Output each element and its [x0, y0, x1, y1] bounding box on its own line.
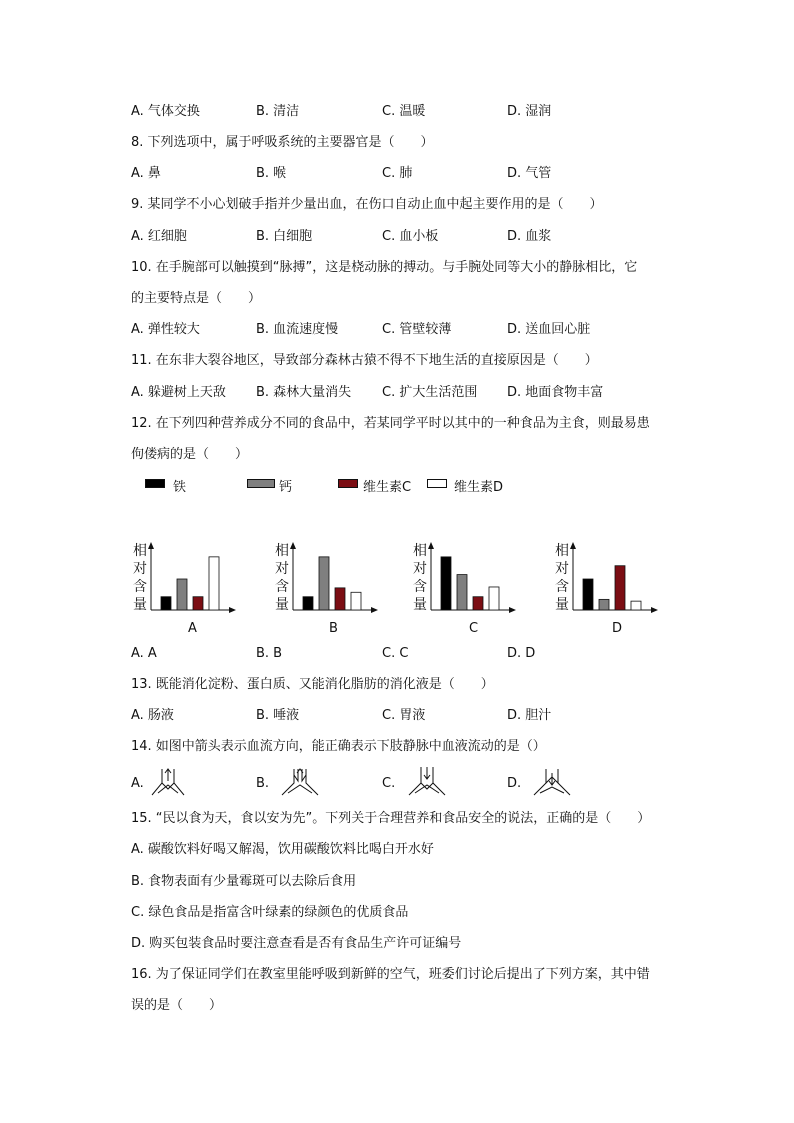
option-a: A. 肠液 [131, 708, 174, 723]
bar-chart-d [555, 540, 675, 640]
q13-stem: 13. 既能消化淀粉、蛋白质、又能消化脂肪的消化液是（ ） [131, 677, 494, 692]
option-a: A. 红细胞 [131, 229, 187, 244]
q14-stem: 14. 如图中箭头表示血流方向，能正确表示下肢静脉中血液流动的是（） [131, 739, 546, 754]
legend-label-vitamin-c: 维生素C [363, 480, 412, 495]
option-b: B. 血流速度慢 [256, 322, 339, 337]
q16-stem-line2: 误的是（ ） [131, 998, 223, 1013]
q15-option-d: D. 购买包装食品时要注意查看是否有食品生产许可证编号 [131, 936, 462, 951]
bar-vitamin-c [335, 588, 345, 610]
option-c: C. 肺 [382, 166, 413, 181]
vein-diagram-a [148, 765, 188, 797]
option-d: D. 湿润 [507, 104, 552, 119]
bar-calcium [177, 579, 187, 610]
chart-plot [555, 540, 675, 620]
y-axis-label: 相 对 含 量 [275, 543, 289, 613]
option-c: C. 扩大生活范围 [382, 385, 478, 400]
chart-plot [413, 540, 533, 620]
legend-label-iron: 铁 [173, 480, 187, 495]
y-axis-arrow [290, 542, 296, 549]
q10-stem-line1: 10. 在手腕部可以触摸到“脉搏”，这是桡动脉的搏动。与手腕处同等大小的静脉相比，它 [131, 260, 638, 275]
bar-iron [161, 597, 171, 610]
option-c: C. 胃液 [382, 708, 426, 723]
bar-calcium [457, 575, 467, 610]
x-axis-arrow [651, 607, 658, 613]
legend-label-vitamin-d: 维生素D [454, 480, 504, 495]
bar-vitamin-d [631, 601, 641, 610]
y-axis-arrow [148, 542, 154, 549]
option-c: C. [382, 776, 396, 791]
q15-option-c: C. 绿色食品是指富含叶绿素的绿颜色的优质食品 [131, 905, 409, 920]
option-b: B. [256, 776, 270, 791]
chart-legend [145, 476, 645, 496]
q12-stem-line1: 12. 在下列四种营养成分不同的食品中，若某同学平时以其中的一种食品为主食，则最易患 [131, 416, 650, 431]
q7-options [131, 103, 691, 121]
bar-vitamin-c [473, 597, 483, 610]
legend-swatch-vitamin-c [338, 479, 358, 488]
option-d: D. 气管 [507, 166, 552, 181]
option-c: C. 血小板 [382, 229, 439, 244]
chart-label: D [612, 621, 623, 636]
x-axis-arrow [509, 607, 516, 613]
q16-stem-line1: 16. 为了保证同学们在教室里能呼吸到新鲜的空气，班委们讨论后提出了下列方案，其中错 [131, 967, 650, 982]
option-b: B. 清洁 [256, 104, 300, 119]
bar-chart-b [275, 540, 395, 640]
bar-chart-a [133, 540, 253, 640]
bar-iron [583, 579, 593, 610]
option-d: D. [507, 776, 522, 791]
option-c: C. 管壁较薄 [382, 322, 452, 337]
q15-option-a: A. 碳酸饮料好喝又解渴，饮用碳酸饮料比喝白开水好 [131, 842, 434, 857]
x-axis-arrow [229, 607, 236, 613]
legend-swatch-vitamin-d [427, 479, 447, 488]
q12-stem-line2: 佝偻病的是（ ） [131, 447, 249, 462]
q12-options [131, 645, 691, 663]
bar-vitamin-d [209, 557, 219, 610]
option-b: B. 唾液 [256, 708, 300, 723]
chart-label: C [469, 621, 479, 636]
q11-options [131, 384, 691, 402]
legend-label-calcium: 钙 [279, 480, 293, 495]
chart-plot [133, 540, 253, 620]
chart-label: A [188, 621, 197, 636]
y-axis-label: 相 对 含 量 [555, 543, 569, 613]
q9-stem: 9. 某同学不小心划破手指并少量出血，在伤口自动止血中起主要作用的是（ ） [131, 197, 603, 212]
option-a: A. 躲避树上天敌 [131, 385, 226, 400]
bar-vitamin-c [193, 597, 203, 610]
q10-options [131, 321, 691, 339]
option-b: B. 喉 [256, 166, 287, 181]
bar-calcium [319, 557, 329, 610]
option-d: D. 送血回心脏 [507, 322, 591, 337]
option-a: A. 气体交换 [131, 104, 200, 119]
y-axis-arrow [570, 542, 576, 549]
vein-diagram-d [530, 765, 574, 797]
bar-iron [303, 597, 313, 610]
option-d: D. 血浆 [507, 229, 552, 244]
vein-diagram-c [405, 765, 449, 797]
option-b: B. B [256, 646, 283, 661]
bar-vitamin-d [489, 587, 499, 610]
q9-options [131, 228, 691, 246]
q8-stem: 8. 下列选项中，属于呼吸系统的主要器官是（ ） [131, 135, 434, 150]
y-axis-arrow [428, 542, 434, 549]
x-axis-arrow [371, 607, 378, 613]
legend-swatch-iron [145, 479, 165, 488]
option-d: D. 胆汁 [507, 708, 552, 723]
option-d: D. 地面食物丰富 [507, 385, 604, 400]
option-a: A. 鼻 [131, 166, 161, 181]
y-axis-label: 相 对 含 量 [133, 543, 147, 613]
q15-option-b: B. 食物表面有少量霉斑可以去除后食用 [131, 874, 357, 889]
q8-options [131, 165, 691, 183]
bar-chart-c [413, 540, 533, 640]
chart-plot [275, 540, 395, 620]
option-a: A. A [131, 646, 157, 661]
option-d: D. D [507, 646, 536, 661]
chart-label: B [329, 621, 338, 636]
q13-options [131, 707, 691, 725]
option-b: B. 森林大量消失 [256, 385, 352, 400]
option-a: A. [131, 776, 144, 791]
bar-vitamin-c [615, 566, 625, 610]
option-c: C. C [382, 646, 409, 661]
bar-calcium [599, 599, 609, 610]
option-b: B. 白细胞 [256, 229, 313, 244]
vein-diagram-b [278, 765, 322, 797]
option-c: C. 温暖 [382, 104, 426, 119]
bar-vitamin-d [351, 592, 361, 610]
q15-stem: 15. “民以食为天，食以安为先”。下列关于合理营养和食品安全的说法，正确的是（ ） [131, 811, 651, 826]
legend-swatch-calcium [247, 479, 275, 488]
option-a: A. 弹性较大 [131, 322, 200, 337]
q11-stem: 11. 在东非大裂谷地区，导致部分森林古猿不得不下地生活的直接原因是（ ） [131, 353, 598, 368]
y-axis-label: 相 对 含 量 [413, 543, 427, 613]
q10-stem-line2: 的主要特点是（ ） [131, 291, 262, 306]
bar-iron [441, 557, 451, 610]
